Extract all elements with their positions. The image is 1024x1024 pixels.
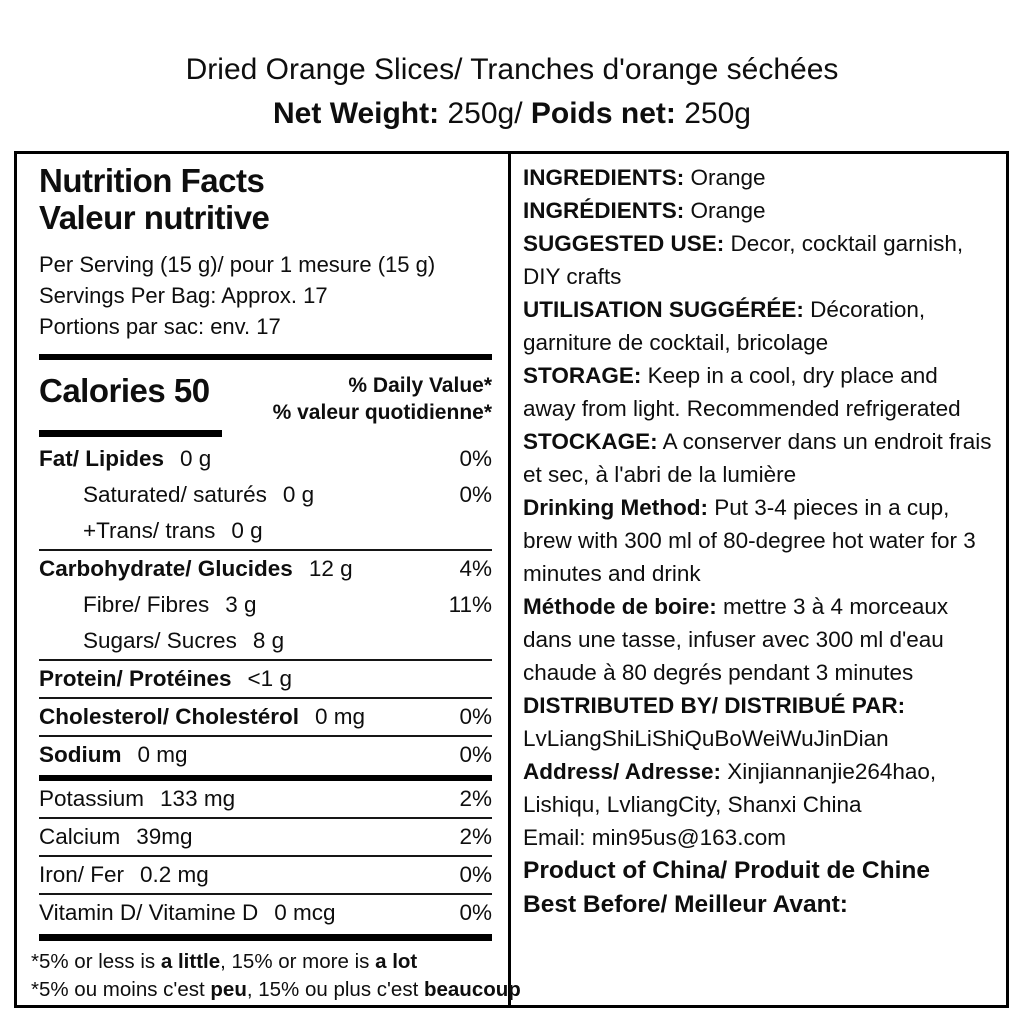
paragraph-label: Best Before/ Meilleur Avant:: [523, 891, 848, 918]
product-title: Dried Orange Slices/ Tranches d'orange séchées: [185, 53, 839, 86]
footnote-en-text-2: , 15% or more is: [220, 950, 376, 973]
product-info-panel: [511, 154, 1006, 1005]
footnote-en-text-1: *5% or less is: [31, 950, 161, 973]
paragraph-label: Drinking Method:: [523, 495, 708, 520]
nutrient-amount: 3 g: [225, 592, 257, 617]
paragraph-text: A conserver dans un endroit frais et sec, à l'abri de la lumière: [523, 429, 992, 487]
nutrient-name: +Trans/ trans: [83, 518, 216, 543]
portions-par-sac-line: Portions par sac: env. 17: [39, 314, 281, 339]
nutrient-name: Cholesterol/ Cholestérol: [39, 704, 300, 729]
nutrient-amount: 0 g: [231, 518, 263, 543]
paragraph-suggested-use-fr: [523, 293, 996, 359]
paragraph-text: LvLiangShiLiShiQuBoWeiWuJinDian: [523, 726, 889, 751]
nutrient-dv: 0%: [459, 862, 492, 887]
paragraph-text: Orange: [684, 198, 766, 223]
net-weight-label-fr: Poids net:: [530, 97, 676, 130]
nutrient-row-cholesterol: [39, 697, 492, 735]
paragraph-label: INGRÉDIENTS:: [523, 198, 685, 223]
nutrient-amount: 39mg: [136, 824, 193, 849]
nutrient-amount: 0 g: [180, 446, 212, 471]
nutrient-row-vitamin-d: [39, 893, 492, 931]
nutrient-amount: 0 mcg: [274, 900, 336, 925]
calories-value: Calories 50: [39, 372, 210, 409]
nutrient-dv: 4%: [459, 556, 492, 581]
nutrition-facts-title-fr: Valeur nutritive: [39, 199, 270, 236]
paragraph-storage-en: [523, 359, 996, 425]
paragraph-text: Orange: [684, 165, 766, 190]
paragraph-label: Address/ Adresse:: [523, 759, 721, 784]
nutrient-row-iron: [39, 855, 492, 893]
paragraph-suggested-use-en: [523, 227, 996, 293]
nutrient-name: Calcium: [39, 824, 121, 849]
nutrient-amount: <1 g: [247, 666, 292, 691]
nutrient-dv: 0%: [459, 742, 492, 767]
footnote-fr-bold-1: peu: [210, 977, 247, 1001]
nutrient-row-sodium: [39, 735, 492, 773]
daily-value-header-fr: % valeur quotidienne*: [272, 401, 492, 424]
nutrient-name: Fat/ Lipides: [39, 446, 165, 471]
calories-underline: [39, 430, 222, 437]
nutrient-amount: 0 mg: [315, 704, 366, 729]
nutrient-name: Potassium: [39, 786, 145, 811]
per-serving-line: Per Serving (15 g)/ pour 1 mesure (15 g): [39, 252, 436, 277]
paragraph-product-of-china: [523, 854, 996, 888]
paragraph-address: [523, 755, 996, 821]
net-weight-value-fr: 250g: [675, 97, 751, 130]
paragraph-text: Decor, cocktail garnish, DIY crafts: [523, 231, 964, 289]
nutrient-row-sugars: [39, 623, 492, 659]
paragraph-text: Xinjiannanjie264hao, Lishiqu, LvliangCity, Shanxi China: [523, 759, 937, 817]
nutrient-dv: 0%: [459, 446, 492, 471]
nutrition-facts-panel: [17, 154, 521, 1005]
footnote-fr: [31, 976, 521, 1004]
paragraph-storage-fr: [523, 425, 996, 491]
footnote-fr-bold-2: beaucoup: [423, 977, 521, 1001]
footnote-fr-text-1: *5% ou moins c'est: [31, 977, 211, 1001]
paragraph-text: Email: min95us@163.com: [523, 825, 786, 850]
paragraph-text: Keep in a cool, dry place and away from light. Recommended refrigerated: [523, 363, 961, 421]
nutrient-name: Fibre/ Fibres: [83, 592, 210, 617]
paragraph-drinking-method-en: [523, 491, 996, 590]
nutrient-amount: 0.2 mg: [140, 862, 209, 887]
nutrient-amount: 12 g: [308, 556, 353, 581]
paragraph-drinking-method-fr: [523, 590, 996, 689]
paragraph-label: INGREDIENTS:: [523, 165, 685, 190]
paragraph-label: SUGGESTED USE:: [523, 231, 725, 256]
nutrient-amount: 133 mg: [160, 786, 236, 811]
paragraph-email: [523, 821, 996, 854]
paragraph-ingredients-fr: [523, 194, 996, 227]
serving-info: [39, 249, 492, 342]
nutrient-name: Iron/ Fer: [39, 862, 125, 887]
paragraph-best-before: [523, 888, 996, 922]
label-header: [0, 52, 1024, 132]
nutrient-dv: 0%: [459, 900, 492, 925]
nutrient-row-carbohydrate: [39, 549, 492, 587]
nutrient-name: Vitamin D/ Vitamine D: [39, 900, 259, 925]
paragraph-text: Put 3-4 pieces in a cup, brew with 300 ml of 80-degree hot water for 3 minutes and drink: [523, 495, 976, 586]
nutrient-amount: 8 g: [252, 628, 285, 653]
nutrient-amount: 0 mg: [137, 742, 188, 767]
nutrient-row-calcium: [39, 817, 492, 855]
calories-row: [39, 360, 492, 428]
nutrient-name: Sugars/ Sucres: [83, 628, 237, 653]
nutrient-dv: 0%: [459, 482, 492, 507]
paragraph-text: Décoration, garniture de cocktail, bricolage: [523, 297, 926, 355]
nutrient-amount: 0 g: [282, 482, 315, 507]
nutrient-row-trans: [39, 513, 492, 549]
footnote-en: [31, 948, 492, 976]
nutrient-row-fat: [39, 441, 492, 477]
nutrient-dv: 2%: [459, 786, 492, 811]
nutrition-facts-title-en: Nutrition Facts: [39, 162, 265, 199]
servings-per-bag-line: Servings Per Bag: Approx. 17: [39, 283, 328, 308]
footnote-fr-text-2: , 15% ou plus c'est: [246, 977, 424, 1001]
footnote-en-bold-2: a lot: [375, 950, 418, 973]
daily-value-header: [273, 372, 492, 426]
paragraph-label: Méthode de boire:: [523, 594, 717, 619]
nutrient-name: Protein/ Protéines: [39, 666, 232, 691]
paragraph-distributed-by: [523, 689, 996, 755]
nutrient-name: Saturated/ saturés: [83, 482, 267, 507]
nutrient-row-protein: [39, 659, 492, 697]
nutrient-row-potassium: [39, 781, 492, 817]
paragraph-label: UTILISATION SUGGÉRÉE:: [523, 297, 804, 322]
thick-rule-bottom: [39, 934, 492, 941]
label-box: [14, 151, 1009, 1008]
paragraph-label: Product of China/ Produit de Chine: [523, 857, 930, 884]
paragraph-label: STOCKAGE:: [523, 429, 658, 454]
paragraph-text: mettre 3 à 4 morceaux dans une tasse, infuser avec 300 ml d'eau chaude à 80 degrés pendant 3 minutes: [523, 594, 949, 685]
paragraph-label: STORAGE:: [523, 363, 642, 388]
net-weight-label-en: Net Weight:: [273, 97, 440, 130]
net-weight-value-en: 250g/: [439, 97, 531, 130]
nutrient-dv: 2%: [459, 824, 492, 849]
daily-value-header-en: % Daily Value*: [348, 374, 492, 397]
paragraph-ingredients-en: [523, 161, 996, 194]
nutrient-row-fibre: [39, 587, 492, 623]
paragraph-label: DISTRIBUTED BY/ DISTRIBUÉ PAR:: [523, 693, 906, 718]
nutrient-row-saturated: [39, 477, 492, 513]
nutrient-name: Carbohydrate/ Glucides: [39, 556, 293, 581]
nutrient-dv: 11%: [448, 592, 492, 617]
nutrient-dv: 0%: [459, 704, 492, 729]
net-weight-line: [0, 96, 1024, 132]
footnote-en-bold-1: a little: [160, 950, 221, 973]
nutrient-name: Sodium: [39, 742, 122, 767]
